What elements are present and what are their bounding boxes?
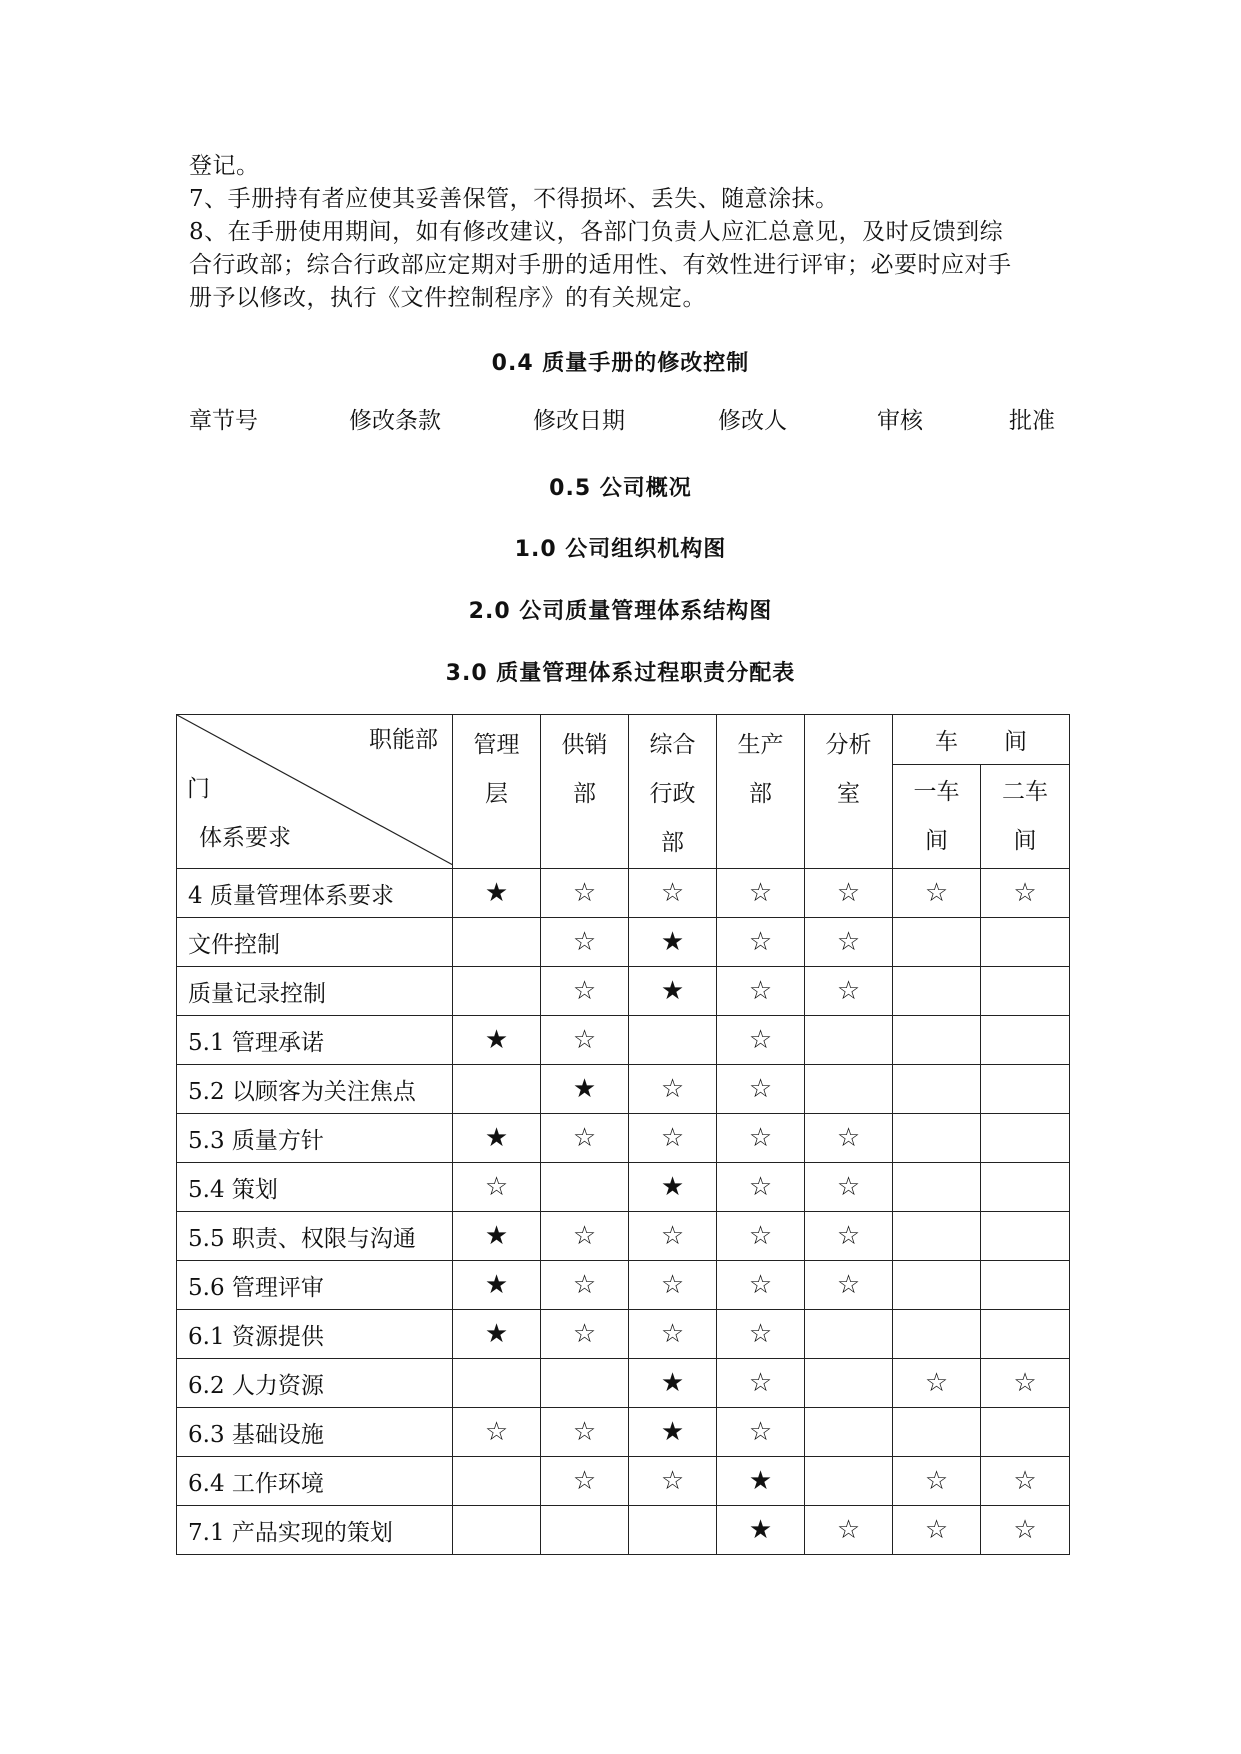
- assist-responsibility-mark: ☆: [717, 1163, 805, 1212]
- requirement-label: 5.4 策划: [177, 1163, 453, 1212]
- empty-cell: [893, 1016, 981, 1065]
- table-row: [177, 1016, 1070, 1065]
- requirement-label: 6.3 基础设施: [177, 1408, 453, 1457]
- table-row: [177, 1212, 1070, 1261]
- table-row: [177, 1408, 1070, 1457]
- requirement-label: 7.1 产品实现的策划: [177, 1506, 453, 1555]
- requirement-label: 6.4 工作环境: [177, 1457, 453, 1506]
- empty-cell: [893, 918, 981, 967]
- section-0-4-heading: 0.4 质量手册的修改控制: [491, 351, 750, 376]
- empty-cell: [541, 1506, 629, 1555]
- empty-cell: [893, 1065, 981, 1114]
- section-0-5-heading: 0.5 公司概况: [549, 476, 692, 501]
- requirement-label: 5.3 质量方针: [177, 1114, 453, 1163]
- assist-responsibility-mark: ☆: [805, 918, 893, 967]
- assist-responsibility-mark: ☆: [629, 869, 717, 918]
- assist-responsibility-mark: ☆: [541, 869, 629, 918]
- assist-responsibility-mark: ☆: [805, 1163, 893, 1212]
- header-system-requirements: 体系要求: [199, 825, 291, 851]
- workshop-group-header: 车 间: [893, 715, 1070, 765]
- requirement-label: 5.1 管理承诺: [177, 1016, 453, 1065]
- assist-responsibility-mark: ☆: [717, 1016, 805, 1065]
- lead-responsibility-mark: ★: [453, 1261, 541, 1310]
- assist-responsibility-mark: ☆: [717, 1310, 805, 1359]
- revision-column: 批准: [1009, 408, 1055, 434]
- assist-responsibility-mark: ☆: [805, 1114, 893, 1163]
- requirement-label: 5.5 职责、权限与沟通: [177, 1212, 453, 1261]
- assist-responsibility-mark: ☆: [981, 1359, 1070, 1408]
- table-row: [177, 1310, 1070, 1359]
- assist-responsibility-mark: ☆: [453, 1163, 541, 1212]
- empty-cell: [805, 1310, 893, 1359]
- intro-item-8-line-1: 8、在手册使用期间，如有修改建议，各部门负责人应汇总意见，及时反馈到综: [189, 219, 1004, 245]
- assist-responsibility-mark: ☆: [717, 869, 805, 918]
- lead-responsibility-mark: ★: [453, 1114, 541, 1163]
- lead-responsibility-mark: ★: [629, 918, 717, 967]
- empty-cell: [805, 1016, 893, 1065]
- assist-responsibility-mark: ☆: [981, 869, 1070, 918]
- empty-cell: [541, 1163, 629, 1212]
- empty-cell: [981, 1016, 1070, 1065]
- revision-column: 章节号: [189, 408, 258, 434]
- table-row: [177, 1163, 1070, 1212]
- assist-responsibility-mark: ☆: [541, 1016, 629, 1065]
- empty-cell: [453, 1457, 541, 1506]
- assist-responsibility-mark: ☆: [717, 1212, 805, 1261]
- assist-responsibility-mark: ☆: [541, 967, 629, 1016]
- empty-cell: [981, 1114, 1070, 1163]
- empty-cell: [893, 1114, 981, 1163]
- empty-cell: [981, 967, 1070, 1016]
- dept-header-sales: 供销 部: [541, 715, 629, 869]
- revision-column: 审核: [877, 408, 923, 434]
- assist-responsibility-mark: ☆: [981, 1506, 1070, 1555]
- assist-responsibility-mark: ☆: [893, 869, 981, 918]
- assist-responsibility-mark: ☆: [717, 918, 805, 967]
- revision-columns-row: [0, 402, 1241, 438]
- header-dept-suffix: 门: [187, 776, 210, 802]
- matrix-body: [177, 869, 1070, 1555]
- requirement-label: 文件控制: [177, 918, 453, 967]
- empty-cell: [453, 1065, 541, 1114]
- intro-line: 登记。: [189, 153, 260, 179]
- lead-responsibility-mark: ★: [453, 869, 541, 918]
- lead-responsibility-mark: ★: [629, 1359, 717, 1408]
- assist-responsibility-mark: ☆: [805, 1212, 893, 1261]
- empty-cell: [805, 1359, 893, 1408]
- lead-responsibility-mark: ★: [629, 1408, 717, 1457]
- matrix-header-row: [177, 715, 1070, 765]
- empty-cell: [629, 1506, 717, 1555]
- empty-cell: [981, 1065, 1070, 1114]
- empty-cell: [805, 1065, 893, 1114]
- assist-responsibility-mark: ☆: [629, 1065, 717, 1114]
- requirement-label: 4 质量管理体系要求: [177, 869, 453, 918]
- dept-header-management: 管理 层: [453, 715, 541, 869]
- empty-cell: [453, 918, 541, 967]
- empty-cell: [981, 1261, 1070, 1310]
- table-row: [177, 869, 1070, 918]
- assist-responsibility-mark: ☆: [453, 1408, 541, 1457]
- intro-item-8-line-3: 册予以修改，执行《文件控制程序》的有关规定。: [189, 285, 706, 311]
- assist-responsibility-mark: ☆: [629, 1114, 717, 1163]
- lead-responsibility-mark: ★: [541, 1065, 629, 1114]
- intro-item-7: 7、手册持有者应使其妥善保管，不得损坏、丢失、随意涂抹。: [189, 186, 839, 212]
- assist-responsibility-mark: ☆: [541, 1114, 629, 1163]
- empty-cell: [893, 1408, 981, 1457]
- table-row: [177, 1261, 1070, 1310]
- table-row: [177, 1114, 1070, 1163]
- assist-responsibility-mark: ☆: [893, 1506, 981, 1555]
- assist-responsibility-mark: ☆: [981, 1457, 1070, 1506]
- assist-responsibility-mark: ☆: [541, 1212, 629, 1261]
- empty-cell: [981, 1212, 1070, 1261]
- assist-responsibility-mark: ☆: [717, 1114, 805, 1163]
- section-2-0-heading: 2.0 公司质量管理体系结构图: [468, 599, 773, 624]
- empty-cell: [893, 1310, 981, 1359]
- empty-cell: [629, 1016, 717, 1065]
- dept-header-admin: 综合 行政 部: [629, 715, 717, 869]
- assist-responsibility-mark: ☆: [805, 967, 893, 1016]
- lead-responsibility-mark: ★: [453, 1310, 541, 1359]
- diagonal-header-cell: [177, 715, 453, 869]
- empty-cell: [981, 1310, 1070, 1359]
- responsibility-matrix: [176, 714, 1070, 1555]
- empty-cell: [541, 1359, 629, 1408]
- assist-responsibility-mark: ☆: [629, 1261, 717, 1310]
- assist-responsibility-mark: ☆: [629, 1457, 717, 1506]
- assist-responsibility-mark: ☆: [541, 918, 629, 967]
- table-row: [177, 967, 1070, 1016]
- empty-cell: [981, 1408, 1070, 1457]
- requirement-label: 5.6 管理评审: [177, 1261, 453, 1310]
- empty-cell: [893, 1212, 981, 1261]
- assist-responsibility-mark: ☆: [805, 1261, 893, 1310]
- table-row: [177, 1359, 1070, 1408]
- workshop-1-header: 一车 间: [893, 765, 981, 869]
- assist-responsibility-mark: ☆: [717, 1261, 805, 1310]
- requirement-label: 6.2 人力资源: [177, 1359, 453, 1408]
- section-1-0-heading: 1.0 公司组织机构图: [514, 537, 727, 562]
- assist-responsibility-mark: ☆: [717, 1065, 805, 1114]
- requirement-label: 质量记录控制: [177, 967, 453, 1016]
- assist-responsibility-mark: ☆: [541, 1408, 629, 1457]
- table-row: [177, 1457, 1070, 1506]
- table-row: [177, 1065, 1070, 1114]
- lead-responsibility-mark: ★: [717, 1506, 805, 1555]
- intro-item-8-line-2: 合行政部；综合行政部应定期对手册的适用性、有效性进行评审；必要时应对手: [189, 252, 1012, 278]
- empty-cell: [981, 918, 1070, 967]
- workshop-2-header: 二车 间: [981, 765, 1070, 869]
- empty-cell: [805, 1408, 893, 1457]
- assist-responsibility-mark: ☆: [717, 1408, 805, 1457]
- empty-cell: [981, 1163, 1070, 1212]
- empty-cell: [805, 1457, 893, 1506]
- empty-cell: [893, 1163, 981, 1212]
- empty-cell: [893, 967, 981, 1016]
- lead-responsibility-mark: ★: [453, 1212, 541, 1261]
- dept-header-production: 生产 部: [717, 715, 805, 869]
- revision-column: 修改日期: [533, 408, 625, 434]
- empty-cell: [453, 1359, 541, 1408]
- assist-responsibility-mark: ☆: [805, 869, 893, 918]
- table-row: [177, 918, 1070, 967]
- empty-cell: [453, 1506, 541, 1555]
- assist-responsibility-mark: ☆: [541, 1457, 629, 1506]
- assist-responsibility-mark: ☆: [629, 1212, 717, 1261]
- lead-responsibility-mark: ★: [717, 1457, 805, 1506]
- requirement-label: 5.2 以顾客为关注焦点: [177, 1065, 453, 1114]
- revision-column: 修改人: [718, 408, 787, 434]
- lead-responsibility-mark: ★: [453, 1016, 541, 1065]
- header-function-dept: 职能部: [369, 727, 438, 753]
- requirement-label: 6.1 资源提供: [177, 1310, 453, 1359]
- assist-responsibility-mark: ☆: [629, 1310, 717, 1359]
- assist-responsibility-mark: ☆: [893, 1359, 981, 1408]
- empty-cell: [453, 967, 541, 1016]
- assist-responsibility-mark: ☆: [541, 1261, 629, 1310]
- assist-responsibility-mark: ☆: [805, 1506, 893, 1555]
- revision-column: 修改条款: [349, 408, 441, 434]
- assist-responsibility-mark: ☆: [717, 967, 805, 1016]
- assist-responsibility-mark: ☆: [717, 1359, 805, 1408]
- dept-header-lab: 分析 室: [805, 715, 893, 869]
- empty-cell: [893, 1261, 981, 1310]
- table-row: [177, 1506, 1070, 1555]
- assist-responsibility-mark: ☆: [893, 1457, 981, 1506]
- lead-responsibility-mark: ★: [629, 1163, 717, 1212]
- section-3-0-heading: 3.0 质量管理体系过程职责分配表: [445, 661, 796, 686]
- assist-responsibility-mark: ☆: [541, 1310, 629, 1359]
- lead-responsibility-mark: ★: [629, 967, 717, 1016]
